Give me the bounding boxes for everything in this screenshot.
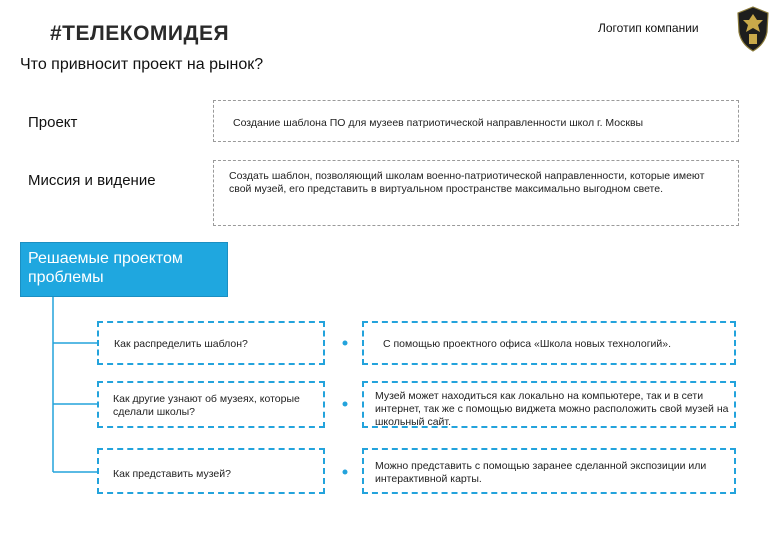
answer-box-1 [362, 321, 736, 365]
arrow-dot-3 [343, 470, 348, 475]
question-box-1 [97, 321, 325, 365]
question-text-1: Как распределить шаблон? [114, 338, 248, 350]
project-label: Проект [28, 114, 78, 131]
brand-logo-text: #ТЕЛЕКОМИДЕЯ [50, 22, 230, 45]
answer-text-3: Можно представить с помощью заранее сделанной экспозиции или интерактивной карты. [375, 460, 707, 485]
mission-label: Миссия и видение [28, 172, 156, 189]
question-text-2: Как другие узнают об музеях, которые сделали школы? [113, 393, 300, 418]
company-logo-label: Логотип компании [598, 21, 699, 35]
arrow-dot-1 [343, 341, 348, 346]
answer-text-1: С помощью проектного офиса «Школа новых технологий». [383, 338, 672, 350]
project-description-text: Создание шаблона ПО для музеев патриотической направленности школ г. Москвы [233, 117, 644, 129]
page-title: Что привносит проект на рынок? [20, 56, 264, 73]
mission-description-text: Создать шаблон, позволяющий школам военно-патриотической направленности, которые имеют свой музей, его представить в виртуальном пространстве максимально выгодном свете. [229, 170, 705, 195]
question-box-2 [97, 381, 325, 428]
answer-box-3 [362, 448, 736, 494]
problems-heading-text: Решаемые проектом проблемы [28, 250, 183, 286]
arrow-dot-2 [343, 402, 348, 407]
question-box-3 [97, 448, 325, 494]
answer-text-2: Музей может находиться как локально на компьютере, так и в сети интернет, так же с помощью виджета можно расположить свой музей на школьный сайт. [375, 390, 729, 428]
question-text-3: Как представить музей? [113, 468, 231, 480]
answer-box-2 [362, 381, 736, 428]
